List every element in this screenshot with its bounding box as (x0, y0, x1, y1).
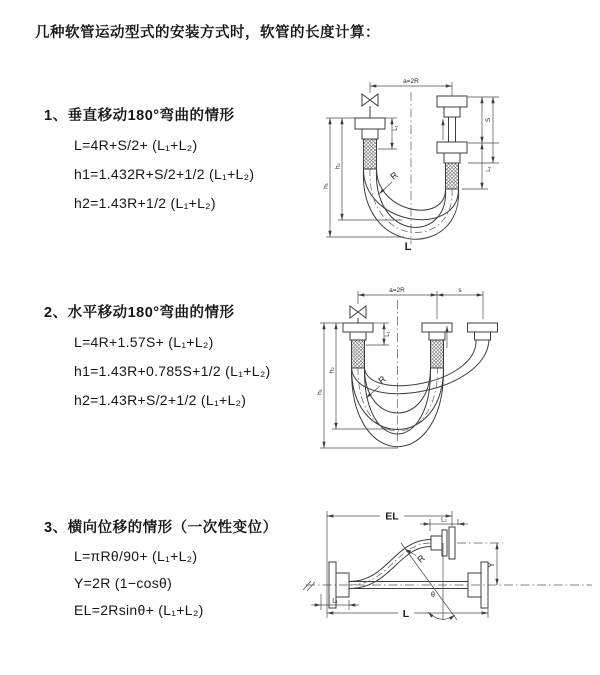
middle-pipe-assembly (422, 323, 452, 368)
valve-icon (362, 94, 378, 118)
formula-line: EL=2Rsinθ+ (L₁+L₂) (74, 602, 204, 618)
section-3-formulas (44, 543, 278, 624)
formula-line: h1=1.43R+0.785S+1/2 (L₁+L₂) (74, 363, 271, 379)
braided-hose-section (352, 340, 365, 368)
dim-label-l: L (402, 608, 410, 620)
diagram-horizontal-180-bend (310, 282, 600, 452)
radius-label: R (376, 373, 388, 386)
radius-label: R (388, 169, 400, 182)
formula-line: L=πRθ/90+ (L₁+L₂) (74, 548, 198, 564)
dim-label-l1: L₁ (385, 331, 391, 337)
radius-label: R (415, 552, 427, 565)
dim-label-s: S (485, 117, 492, 123)
formula-line: Y=2R (1−cosθ) (74, 575, 173, 591)
right-pipe-assembly (437, 96, 467, 189)
formula-line: h2=1.43R+1/2 (L₁+L₂) (74, 195, 216, 211)
dim-label-h2: h₂ (328, 366, 336, 374)
dim-label-a2r: a=2R (403, 78, 419, 85)
section-2-formulas (44, 328, 271, 415)
dimension-lines (320, 291, 483, 448)
dim-label-s: s (458, 287, 462, 294)
length-label: L (404, 241, 412, 253)
section-horizontal-movement (44, 301, 271, 415)
braided-hose-section (446, 163, 459, 189)
formula-line: L=4R+S/2+ (L₁+L₂) (74, 137, 198, 153)
section-1-formulas (44, 131, 254, 218)
dimension-lines (326, 82, 499, 237)
section-lateral-displacement (44, 516, 278, 624)
dim-label-y: Y (487, 562, 496, 568)
dim-label-h2: h₂ (334, 162, 342, 170)
left-pipe-assembly (355, 118, 385, 169)
section-2-heading: 2、水平移动180°弯曲的情形 (44, 305, 235, 321)
section-3-heading: 3、横向位移的情形（一次性变位） (44, 520, 278, 536)
formula-line: h1=1.432R+S/2+1/2 (L₁+L₂) (74, 166, 255, 182)
dimension-lines (311, 511, 503, 618)
braided-hose-section (364, 139, 377, 169)
dim-label-l2: L₂ (441, 517, 447, 524)
dim-label-a2r: a=2R (389, 287, 405, 294)
valve-icon (350, 306, 366, 323)
braided-hose-section (431, 340, 444, 368)
radius-leader (405, 549, 416, 556)
formula-line: h2=1.43R+S/2+1/2 (L₁+L₂) (74, 392, 247, 408)
page-title: 几种软管运动型式的安装方式时，软管的长度计算： (35, 25, 380, 41)
angle-label: θ (431, 592, 435, 599)
formula-line: L=4R+1.57S+ (L₁+L₂) (74, 334, 214, 350)
u-bend-hoses (351, 340, 489, 447)
section-1-heading: 1、垂直移动180°弯曲的情形 (44, 108, 235, 124)
dim-label-l1-right: L₁ (486, 166, 492, 172)
left-pipe-assembly (343, 323, 373, 368)
diagram-lateral-displacement (300, 498, 600, 646)
dim-label-h1: h₁ (322, 183, 330, 189)
section-vertical-movement (44, 104, 254, 218)
dim-label-l1-left: L₁ (393, 125, 399, 131)
dim-label-h1: h₁ (316, 389, 324, 395)
diagram-vertical-180-bend (312, 66, 600, 266)
dim-label-el: EL (385, 510, 399, 523)
right-pipe-assembly (468, 323, 498, 340)
centerline-mark (303, 581, 315, 591)
dim-label-l1: L₁ (332, 598, 338, 605)
